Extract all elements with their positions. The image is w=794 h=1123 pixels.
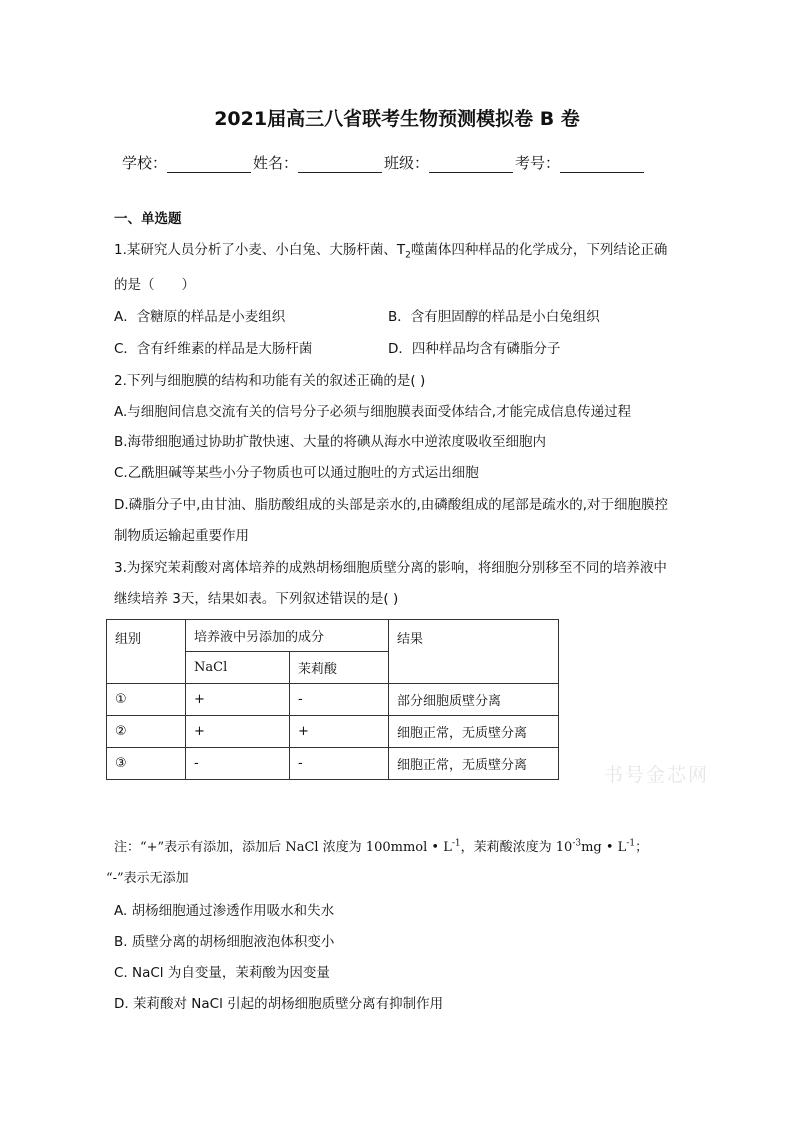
- cell-group: ①: [107, 684, 186, 716]
- q3-option-c: C. NaCl 为自变量，茉莉酸为因变量: [114, 965, 330, 981]
- q1-option-b: B．含有胆固醇的样品是小白兔组织: [388, 309, 600, 325]
- q3-option-a: A. 胡杨细胞通过渗透作用吸水和失水: [114, 903, 335, 919]
- header-nacl: NaCl: [186, 652, 290, 684]
- q1-option-d: D．四种样品均含有磷脂分子: [388, 341, 561, 357]
- note-part3: mg • L: [581, 840, 627, 855]
- q1-stem-b: 噬菌体四种样品的化学成分，下列结论正确: [410, 242, 668, 258]
- cell-result: 细胞正常，无质壁分离: [389, 716, 559, 748]
- note-part1: 注：“+”表示有添加，添加后 NaCl 浓度为 100mmol • L: [114, 840, 452, 855]
- student-info-line: [122, 152, 646, 173]
- header-result: 结果: [389, 620, 559, 684]
- table-row: [107, 684, 559, 716]
- q3-stem: 3.为探究茉莉酸对离体培养的成熟胡杨细胞质壁分离的影响，将细胞分别移至不同的培养液中: [114, 560, 667, 576]
- table-note-cont: “-”表示无添加: [106, 871, 189, 886]
- q2-stem: 2.下列与细胞膜的结构和功能有关的叙述正确的是( ): [114, 373, 426, 389]
- q2-option-b: B.海带细胞通过协助扩散快速、大量的将碘从海水中逆浓度吸收至细胞内: [114, 434, 547, 450]
- name-blank: [298, 157, 382, 173]
- header-group: 组别: [107, 620, 186, 684]
- q2-option-d-cont: 制物质运输起重要作用: [114, 528, 249, 544]
- school-blank: [167, 157, 251, 173]
- header-jasmonic-acid: 茉莉酸: [290, 652, 389, 684]
- note-sup1: -1: [451, 838, 461, 849]
- q1-stem-cont: 的是（ ）: [114, 277, 195, 293]
- table-header-row: [107, 620, 559, 652]
- cell-ja: -: [290, 684, 389, 716]
- q3-stem-cont: 继续培养 3天，结果如表。下列叙述错误的是( ): [114, 591, 399, 607]
- header-added: 培养液中另添加的成分: [186, 620, 389, 652]
- number-label: 考号：: [515, 154, 561, 172]
- table-row: [107, 716, 559, 748]
- cell-nacl: +: [186, 684, 290, 716]
- section-heading: 一、单选题: [114, 211, 182, 227]
- table-row: [107, 748, 559, 780]
- results-table: [106, 619, 559, 780]
- cell-ja: -: [290, 748, 389, 780]
- school-label: 学校：: [122, 154, 168, 172]
- q3-option-d: D. 茉莉酸对 NaCl 引起的胡杨细胞质壁分离有抑制作用: [114, 996, 444, 1012]
- number-blank: [560, 157, 644, 173]
- q1-stem-a: 1.某研究人员分析了小麦、小白兔、大肠杆菌、T: [114, 242, 406, 258]
- q1-stem-sub: 2: [405, 250, 411, 261]
- q1-option-a: A．含糖原的样品是小麦组织: [114, 309, 286, 325]
- cell-group: ②: [107, 716, 186, 748]
- q3-option-b: B. 质壁分离的胡杨细胞液泡体积变小: [114, 934, 335, 950]
- watermark: 书号金芯网: [604, 764, 710, 786]
- note-sup3: -1: [626, 838, 636, 849]
- q1-stem: [114, 238, 667, 261]
- class-blank: [429, 157, 513, 173]
- cell-ja: +: [290, 716, 389, 748]
- q2-option-c: C.乙酰胆碱等某些小分子物质也可以通过胞吐的方式运出细胞: [114, 465, 479, 481]
- cell-group: ③: [107, 748, 186, 780]
- q2-option-d: D.磷脂分子中,由甘油、脂肪酸组成的头部是亲水的,由磷酸组成的尾部是疏水的,对于细胞膜控: [114, 497, 669, 513]
- cell-result: 细胞正常，无质壁分离: [389, 748, 559, 780]
- page-title: 2021届高三八省联考生物预测模拟卷 B 卷: [214, 108, 580, 130]
- class-label: 班级：: [384, 154, 430, 172]
- cell-nacl: -: [186, 748, 290, 780]
- cell-nacl: +: [186, 716, 290, 748]
- note-part2: ，茉莉酸浓度为 10: [460, 840, 573, 855]
- name-label: 姓名：: [253, 154, 299, 172]
- q1-option-c: C．含有纤维素的样品是大肠杆菌: [114, 341, 313, 357]
- table-note: [114, 836, 648, 855]
- note-sup2: -3: [572, 838, 582, 849]
- q2-option-a: A.与细胞间信息交流有关的信号分子必须与细胞膜表面受体结合,才能完成信息传递过程: [114, 404, 632, 420]
- note-part4: ；: [635, 840, 649, 855]
- cell-result: 部分细胞质壁分离: [389, 684, 559, 716]
